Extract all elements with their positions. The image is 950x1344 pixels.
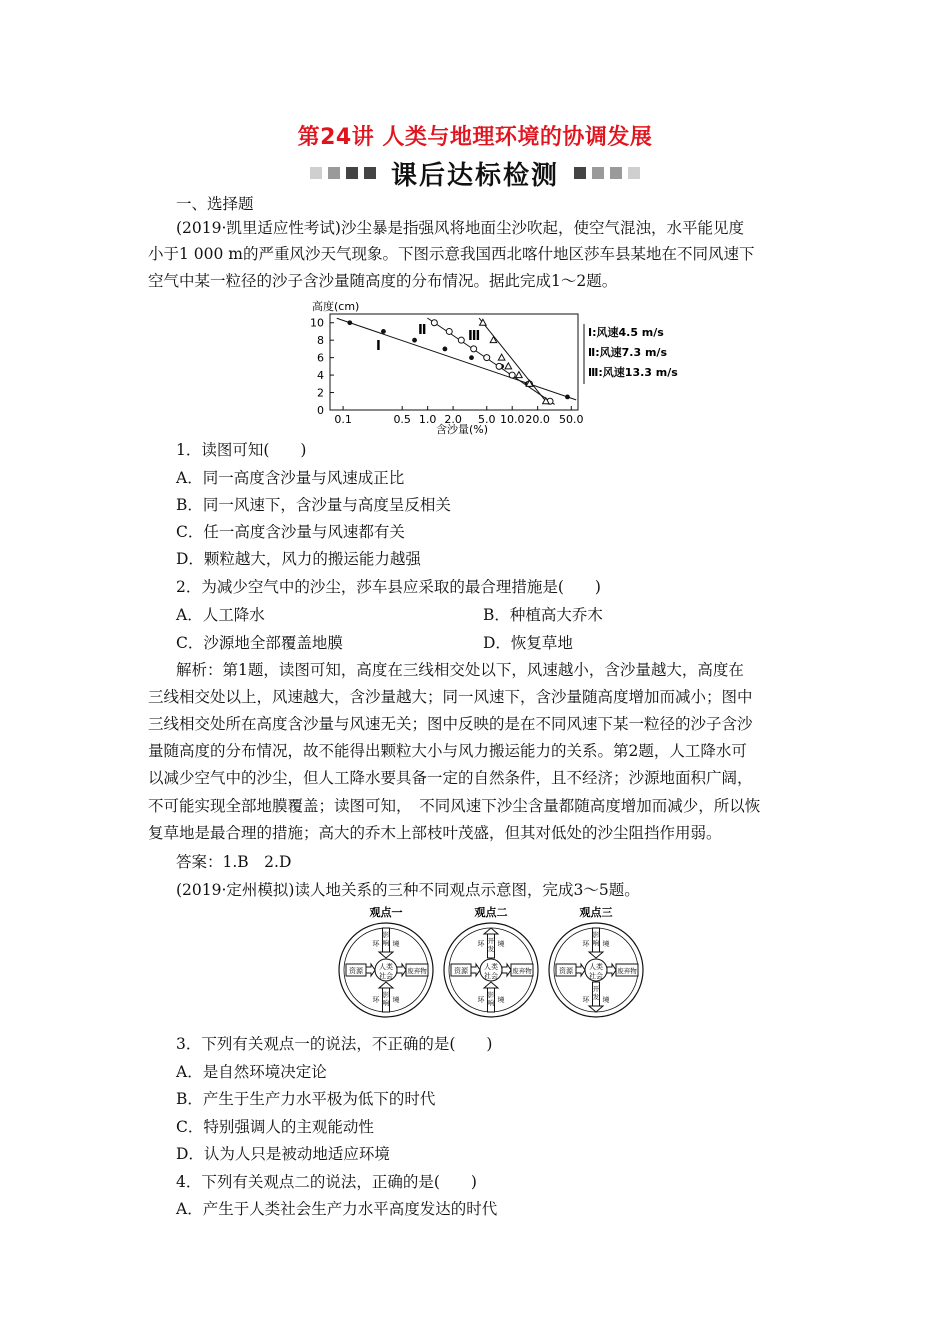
analysis-line: 量随高度的分布情况，故不能得出颗粒大小与风力搬运能力的关系。第2题，人工降水可 bbox=[148, 742, 747, 760]
center-label: 社会 bbox=[379, 972, 393, 980]
series-label: Ⅱ bbox=[418, 323, 427, 338]
data-point bbox=[446, 328, 452, 334]
q1-option-a: A．同一高度含沙量与风速成正比 bbox=[176, 469, 405, 487]
legend-entry: Ⅰ:风速4.5 m/s bbox=[588, 326, 664, 339]
x-tick-label: 1.0 bbox=[418, 413, 437, 426]
q3-option-d: D．认为人只是被动地适应环境 bbox=[176, 1145, 390, 1163]
series-line-3 bbox=[479, 318, 548, 404]
env-label: 环 bbox=[477, 940, 485, 948]
resource-label: 资源 bbox=[559, 967, 573, 975]
top-arrow-label: 开 bbox=[487, 937, 495, 945]
center-label: 人类 bbox=[589, 963, 603, 971]
arrow-icon bbox=[607, 964, 616, 976]
data-point bbox=[509, 372, 515, 378]
data-point bbox=[505, 363, 512, 369]
diagram-3 bbox=[549, 905, 643, 1017]
analysis-line: 三线相交处以上，风速越大，含沙量越大；同一风速下，含沙量随高度增加而减小；图中 bbox=[148, 688, 753, 706]
top-arrow-label: 响 bbox=[382, 939, 390, 947]
analysis-line: 不可能实现全部地膜覆盖；读图可知， 不同风速下沙尘含量都随高度增加而减少，所以恢 bbox=[148, 797, 761, 815]
data-point bbox=[496, 363, 502, 369]
data-point bbox=[431, 320, 437, 326]
data-point bbox=[381, 329, 386, 334]
legend-entry: Ⅱ:风速7.3 m/s bbox=[588, 346, 667, 359]
q1-option-d: D．颗粒越大，风力的搬运能力越强 bbox=[176, 550, 421, 568]
diagram-title: 观点二 bbox=[474, 906, 508, 919]
center-label: 社会 bbox=[589, 972, 603, 980]
y-tick-label: 10 bbox=[310, 316, 324, 330]
bottom-arrow-label: 影 bbox=[487, 991, 495, 999]
q2-option-a: A．人工降水 bbox=[176, 606, 265, 624]
series-line-1 bbox=[337, 318, 576, 400]
bottom-arrow-label: 响 bbox=[487, 999, 495, 1007]
banner-title: 课后达标检测 bbox=[390, 160, 559, 191]
env-label: 境 bbox=[392, 996, 400, 1004]
intro1-line: (2019·凯里适应性考试)沙尘暴是指强风将地面尘沙吹起，使空气混浊，水平能见度 bbox=[176, 219, 744, 237]
data-point bbox=[498, 354, 505, 360]
arrow-icon bbox=[397, 964, 406, 976]
y-tick-label: 4 bbox=[317, 369, 324, 383]
q3-option-b: B．产生于生产力水平极为低下的时代 bbox=[176, 1090, 436, 1108]
waste-label: 废弃物 bbox=[407, 967, 427, 975]
intro1-line: 小于1 000 m的严重风沙天气现象。下图示意我国西北喀什地区莎车县某地在不同风速下 bbox=[148, 245, 755, 263]
top-arrow-head bbox=[379, 952, 393, 958]
x-tick-label: 0.5 bbox=[393, 413, 411, 426]
data-point bbox=[412, 338, 417, 343]
bottom-arrow-label: 响 bbox=[382, 999, 390, 1007]
question-3: 3．下列有关观点一的说法，不正确的是( ) bbox=[176, 1035, 493, 1053]
waste-label: 废弃物 bbox=[617, 967, 637, 975]
diagram-title: 观点一 bbox=[369, 906, 403, 919]
env-label: 境 bbox=[602, 940, 610, 948]
bottom-arrow-head bbox=[379, 982, 393, 988]
env-label: 环 bbox=[372, 940, 380, 948]
series-label: Ⅲ bbox=[468, 329, 481, 344]
bottom-arrow-head bbox=[484, 982, 498, 988]
data-point bbox=[458, 337, 464, 343]
x-tick-label: 2.0 bbox=[444, 413, 462, 426]
question-2: 2．为减少空气中的沙尘，莎车县应采取的最合理措施是( ) bbox=[176, 578, 601, 596]
x-tick-label: 20.0 bbox=[525, 413, 550, 426]
bottom-arrow-label: 影 bbox=[382, 991, 390, 999]
series-label: Ⅰ bbox=[376, 339, 381, 354]
top-arrow-label: 响 bbox=[592, 939, 600, 947]
answer: 答案：1.B 2.D bbox=[176, 853, 292, 871]
section-banner bbox=[0, 156, 950, 190]
env-label: 环 bbox=[582, 996, 590, 1004]
diagram-title: 观点三 bbox=[579, 906, 613, 919]
y-tick-label: 6 bbox=[317, 351, 324, 365]
question-4: 4．下列有关观点二的说法，正确的是( ) bbox=[176, 1173, 477, 1191]
center-label: 社会 bbox=[484, 972, 498, 980]
top-arrow-label: 影 bbox=[592, 931, 600, 939]
resource-label: 资源 bbox=[454, 967, 468, 975]
top-arrow-head bbox=[589, 952, 603, 958]
env-label: 环 bbox=[372, 996, 380, 1004]
arrow-icon bbox=[502, 964, 511, 976]
bottom-arrow-head bbox=[589, 1006, 603, 1012]
analysis-line: 解析：第1题，读图可知，高度在三线相交处以下，风速越小，含沙量越大，高度在 bbox=[176, 661, 744, 679]
y-axis-label: 高度(cm) bbox=[312, 300, 360, 313]
data-point bbox=[484, 355, 490, 361]
x-tick-label: 50.0 bbox=[559, 413, 584, 426]
page-title: 第24讲 人类与地理环境的协调发展 bbox=[297, 125, 653, 150]
center-label: 人类 bbox=[484, 963, 498, 971]
sand-chart bbox=[296, 298, 686, 438]
env-label: 环 bbox=[582, 940, 590, 948]
q3-option-c: C．特别强调人的主观能动性 bbox=[176, 1118, 374, 1136]
data-point bbox=[347, 320, 352, 325]
q1-option-c: C．任一高度含沙量与风速都有关 bbox=[176, 523, 405, 541]
data-point bbox=[471, 346, 477, 352]
data-point bbox=[565, 395, 570, 400]
analysis-line: 复草地是最合理的措施；高大的乔木上部枝叶茂盛，但其对低处的沙尘阻挡作用弱。 bbox=[148, 824, 722, 842]
waste-label: 废弃物 bbox=[512, 967, 532, 975]
bottom-arrow-label: 发 bbox=[592, 993, 600, 1001]
concept-svg bbox=[328, 904, 728, 1026]
arrow-icon bbox=[576, 964, 585, 976]
analysis-line: 以减少空气中的沙尘，但人工降水要具备一定的自然条件，且不经济；沙源地面积广阔， bbox=[148, 769, 753, 787]
diagram-1 bbox=[339, 905, 433, 1017]
q4-option-a: A．产生于人类社会生产力水平高度发达的时代 bbox=[176, 1200, 498, 1218]
q1-option-b: B．同一风速下，含沙量与高度呈反相关 bbox=[176, 496, 451, 514]
intro1-line: 空气中某一粒径的沙子含沙量随高度的分布情况。据此完成1～2题。 bbox=[148, 272, 618, 290]
q2-option-b: B．种植高大乔木 bbox=[483, 606, 603, 624]
env-label: 境 bbox=[602, 996, 610, 1004]
env-label: 环 bbox=[477, 996, 485, 1004]
x-axis-label: 含沙量(%) bbox=[436, 423, 489, 436]
env-label: 境 bbox=[392, 940, 400, 948]
y-tick-label: 0 bbox=[317, 404, 324, 417]
bottom-arrow-label: 开 bbox=[592, 985, 600, 993]
analysis-line: 三线相交处所在高度含沙量与风速无关；图中反映的是在不同风速下某一粒径的沙子含沙 bbox=[148, 715, 753, 733]
q3-option-a: A．是自然环境决定论 bbox=[176, 1063, 327, 1081]
env-label: 境 bbox=[497, 996, 505, 1004]
arrow-icon bbox=[471, 964, 480, 976]
section-heading: 一、选择题 bbox=[176, 195, 254, 213]
data-point bbox=[469, 355, 474, 360]
legend-entry: Ⅲ:风速13.3 m/s bbox=[588, 366, 678, 379]
x-tick-label: 5.0 bbox=[478, 413, 496, 426]
arrow-icon bbox=[366, 964, 375, 976]
q2-option-c: C．沙源地全部覆盖地膜 bbox=[176, 634, 343, 652]
y-tick-label: 8 bbox=[317, 334, 324, 348]
top-arrow-label: 发 bbox=[487, 945, 495, 953]
data-point bbox=[516, 372, 523, 378]
resource-label: 资源 bbox=[349, 967, 363, 975]
x-tick-label: 0.1 bbox=[334, 413, 352, 426]
diagram-2 bbox=[444, 905, 538, 1017]
question-1: 1．读图可知( ) bbox=[176, 441, 307, 459]
sand-chart-svg bbox=[296, 298, 686, 438]
q2-option-d: D．恢复草地 bbox=[483, 634, 573, 652]
env-label: 境 bbox=[497, 940, 505, 948]
intro2: (2019·定州模拟)读人地关系的三种不同观点示意图，完成3～5题。 bbox=[176, 881, 640, 899]
data-point bbox=[490, 337, 497, 343]
data-point bbox=[443, 347, 448, 352]
top-arrow-label: 影 bbox=[382, 931, 390, 939]
top-arrow-head bbox=[484, 928, 498, 934]
y-tick-label: 2 bbox=[317, 386, 324, 400]
human-land-diagrams bbox=[328, 904, 728, 1026]
center-label: 人类 bbox=[379, 963, 393, 971]
x-tick-label: 10.0 bbox=[499, 413, 525, 426]
